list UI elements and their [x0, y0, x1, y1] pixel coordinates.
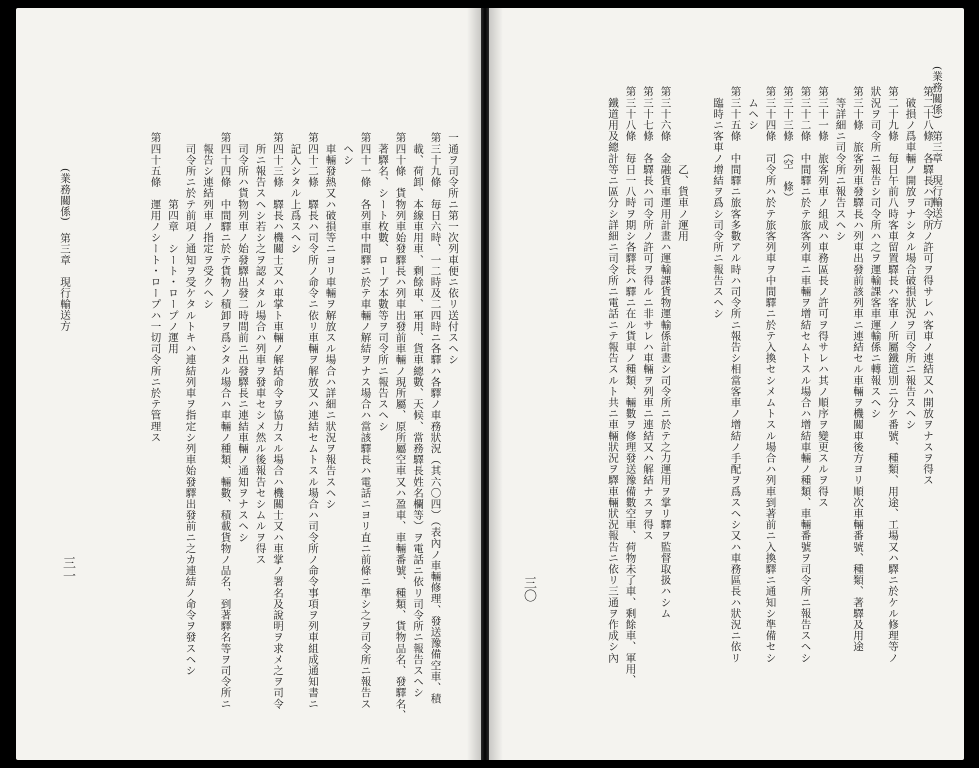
text-column: 第三十條 旅客列車發驛長ハ列車出發前該列車ニ連結セル車輛ヲ機關車後方ヨリ順次車輛番號、種類、著驛及用途	[852, 86, 864, 653]
text-column: ヘシ	[342, 132, 354, 166]
text-column: 第四十二條 驛長ハ司令所ノ命令ニ依リ車輛ヲ解放又ハ連結セムトスル場合ハ司令所ノ命令事項ヲ列車組成通知書ニ	[307, 132, 319, 710]
text-column: 司令所ハ貨物列車ノ始發驛出發二時間前ニ出發驛長ニ連結車輛ノ通知ヲナスヘシ	[237, 132, 249, 543]
text-column: 載、荷卸、本線車用車、剩餘車、軍用、貨車總數、天候、當務驛長姓名欄等）ヲ電話ニ依リ司令所ニ報告スヘシ	[412, 132, 424, 699]
text-column: 第四十三條 驛長ハ機關士又ハ車掌ト車輛ノ解結命令ヲ協力スル場合ハ機關士又ハ車掌ノ署名及說明ヲ求メ之ヲ司令	[272, 132, 284, 710]
text-column: 第三十九條 毎日六時、一二時及二四時ニ各驛ハ各驛ノ車務狀況（其六〇四）（表內ノ車輛修理、發送豫備空車、積	[429, 132, 442, 704]
running-head-left: (業務關係) 第三章 現行輸送方	[59, 168, 71, 332]
text-column: 第三十一條 旅客列車ノ組成ハ車務區長ノ許可ヲ得サレハ其ノ順序ヲ變更スルヲ得ス	[817, 86, 829, 508]
page-number-left: 三一	[60, 556, 75, 582]
text-column: 第三十七條 各驛長ハ司令所ノ許可ヲ得ルニ非サレハ車輛ヲ列車ニ連結又ハ解結ナスヲ得ス	[642, 86, 654, 542]
text-column: 所ニ報告スヘシ若シ之ヲ認メタル場合ハ列車ヲ發車セシメ然ル後報告セシムルヲ得ス	[254, 132, 267, 565]
text-column: 司令所ニ於テ前項ノ通知ヲ受ケタルトキハ連結列車ヲ指定シ列車始發驛出發前ニ之カ連結ノ命令ヲ發スヘシ	[184, 132, 197, 676]
text-column: 第四章 シート・ロープノ運用	[167, 132, 179, 354]
text-column: 等詳細ニ司令所ニ報告スヘシ	[834, 86, 847, 242]
page-number-right: 三〇	[521, 576, 536, 602]
text-column: 車輛發熱又ハ破損等ニヨリ車輛ヲ解放スル場合ハ詳細ニ狀況ヲ報告スヘシ	[324, 132, 337, 510]
text-column: 第二十八條 各驛長ハ司令所ノ許可ヲ得サレハ客車ノ連結又ハ開放ヲナスヲ得ス	[922, 86, 934, 486]
text-column: 乙、貨車ノ運用	[677, 86, 689, 242]
text-column: 著驛名、シート枚數、ロープ本數等ヲ司令所ニ報告スヘシ	[377, 132, 389, 432]
text-column: 臨時ニ客車ノ增結ヲ爲シ司令所ニ報告スヘシ	[712, 86, 724, 320]
text-column: 報告シ連結列車ノ指定ヲ受クヘシ	[202, 132, 214, 310]
text-column: 第三十八條 毎日一八時ヲ期シ各驛長ハ驛ニ在ル貨車ノ種類、輛數ヲ修理發送豫備數空車、荷物未了車、剩餘車、軍用、	[624, 86, 637, 686]
text-column: ムヘシ	[747, 86, 759, 131]
left-page	[16, 8, 481, 760]
left-page-text	[46, 132, 461, 721]
text-column: 第三十六條 金融貨車運用計畫ハ運輸課貨物運輸係計畫シ司令所ニ於テ之力運用ヲ掌リ驛ヲ監督取扱ハシム	[659, 86, 672, 619]
text-column: 破損ノ爲車輛ノ開放ヲナシタル場合破損狀況ヲ司令所ニ報告スヘシ	[904, 86, 917, 431]
book-spread	[16, 8, 964, 760]
text-column: 第四十一條 各列車中間驛ニ於テ車輛ノ解結ヲナス場合ハ當該驛長ハ電話ニヨリ直ニ前條ニ準シ之ヲ司令所ニ報告ス	[359, 132, 372, 710]
text-column: 第三十二條 中間驛ニ於テ旅客列車ニ車輛ヲ增結セムトスル場合ハ增結車輛ノ種類、車輛番號ヲ司令所ニ報告スヘシ	[799, 86, 812, 664]
text-column: 狀況ヲ司令所ニ報告シ司令所ハ之ヲ運輸課客車運輸係ニ轉報スヘシ	[869, 86, 882, 419]
text-column: 記入シタル上爲スヘシ	[289, 132, 302, 255]
text-column: 第四十四條 中間驛ニ於テ貨物ノ積卸ヲ爲シタル場合ハ車輛ノ種類、輛數、積載貨物ノ品名、到著驛名等ヲ司令所ニ	[219, 132, 232, 710]
right-page-text	[516, 86, 936, 706]
text-column: 第二十九條 毎日午前八時客車留置驛長ハ客車ノ所屬鐵道別ニ分ケ番號、種類、用途、工場又ハ驛ニ於ケル修理等ノ	[887, 86, 899, 664]
text-column: 第四十條 貨物列車始發驛長ハ列車出發前車輛ノ現所屬、原所屬空車又ハ盈車、車輛番號、種類、貨物品名、發驛名、	[394, 132, 407, 721]
text-column: 一通ヲ司令所ニ第一次列車便ニ依リ送付スヘシ	[447, 132, 459, 366]
book-gutter	[481, 8, 489, 760]
running-head-right: (業務關係) 第三章 現行輸送方	[931, 66, 943, 230]
text-column: 第三十四條 司令所ハ於テ旅客列車ヲ中間驛ニ於テ入換セシメムトスル場合ハ列車到著前ニ入換驛ニ通知シ準備セシ	[764, 86, 777, 664]
right-page	[489, 8, 964, 760]
text-column: 第三十三條 （空 條）	[782, 86, 794, 203]
text-column: 第三十五條 中間驛ニ旅客多數アル時ハ司令所ニ報告シ相當客車ノ增結ノ手配ヲ爲スヘシ又ハ車務區長ハ狀況ニ依リ	[729, 86, 742, 664]
text-column: 第四十五條 運用ノシート・ロープハ一切司令所ニ於テ管理ス	[149, 132, 162, 443]
text-column: 鐵道用及總計等ニ區分シ詳細ニ司令所ニ電話ニテ報告スルト共ニ車輛狀況ヲ驛車輛狀況報告ニ依リ三通ヲ作成シ內	[607, 86, 619, 664]
